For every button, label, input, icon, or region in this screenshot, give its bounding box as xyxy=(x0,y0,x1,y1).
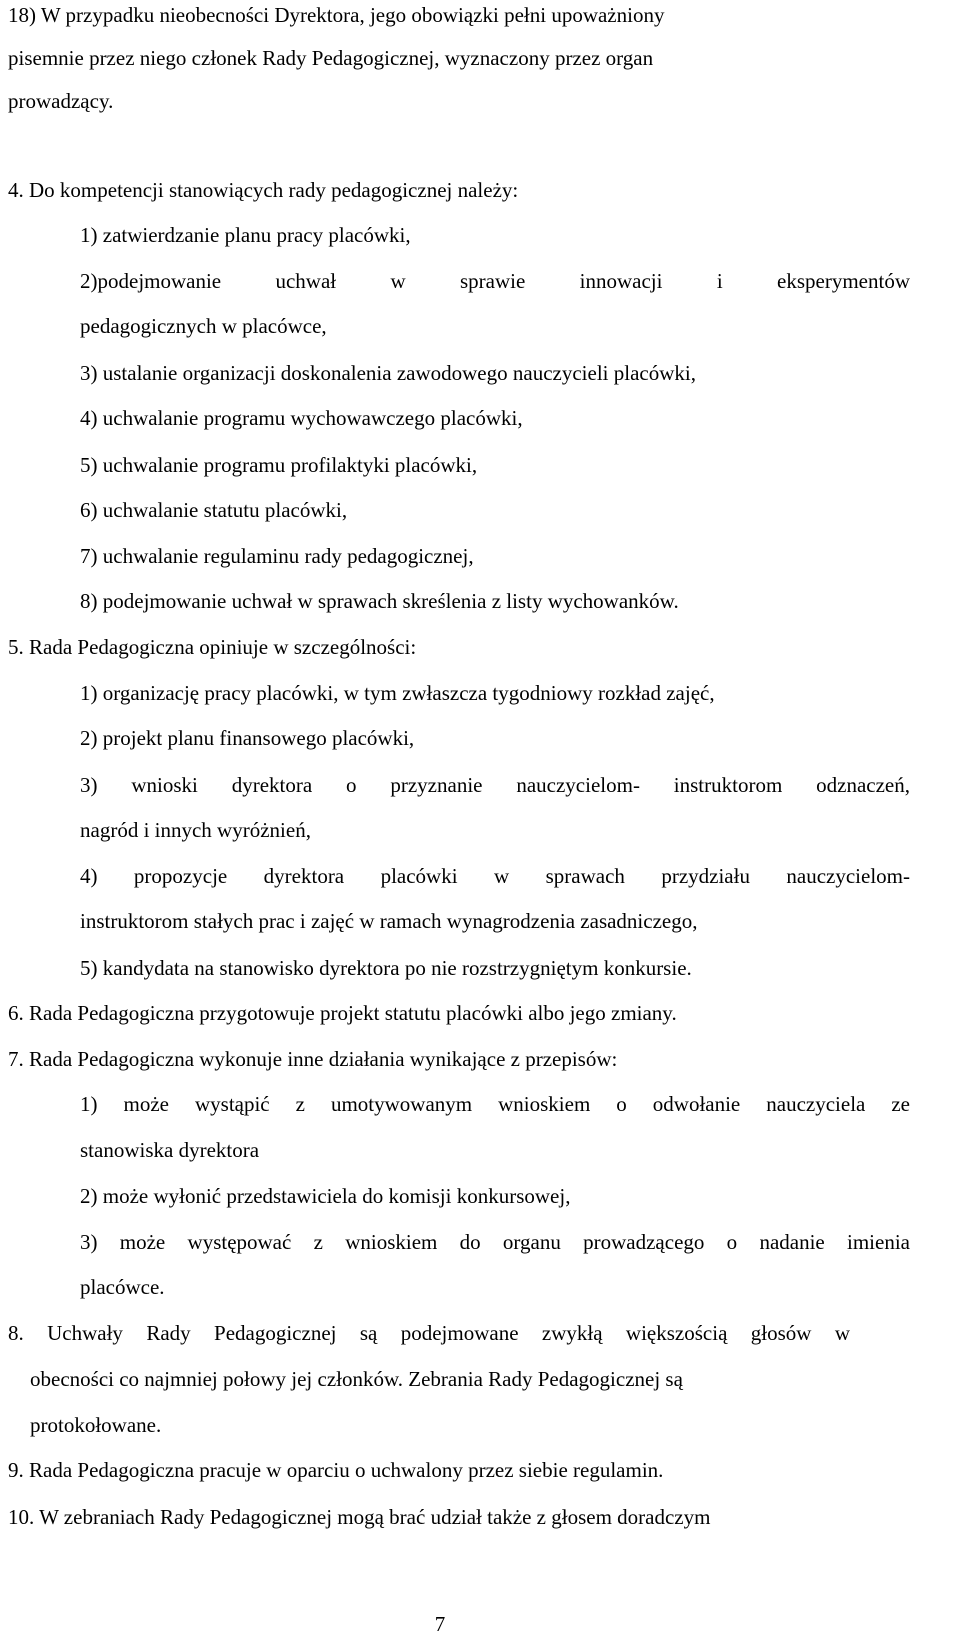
section-7-heading: 7. Rada Pedagogiczna wykonuje inne działania wynikające z przepisów: xyxy=(8,1047,618,1071)
list-item: 2) może wyłonić przedstawiciela do komisji konkursowej, xyxy=(80,1184,571,1208)
list-item: 2) projekt planu finansowego placówki, xyxy=(80,726,415,750)
section-8-continuation: protokołowane. xyxy=(30,1413,162,1437)
list-item: 3) wnioski dyrektora o przyznanie nauczycielom- instruktorom odznaczeń, xyxy=(80,773,910,797)
list-item-continuation: stanowiska dyrektora xyxy=(80,1138,260,1162)
list-item: 7) uchwalanie regulaminu rady pedagogicznej, xyxy=(80,544,474,568)
list-item-continuation: nagród i innych wyróżnień, xyxy=(80,818,311,842)
section-4-heading: 4. Do kompetencji stanowiących rady pedagogicznej należy: xyxy=(8,178,519,202)
list-item: 8) podejmowanie uchwał w sprawach skreślenia z listy wychowanków. xyxy=(80,589,679,613)
list-item: 2)podejmowanie uchwał w sprawie innowacji i eksperymentów xyxy=(80,269,910,293)
list-item: 1) organizację pracy placówki, w tym zwłaszcza tygodniowy rozkład zajęć, xyxy=(80,681,715,705)
list-item: 1) zatwierdzanie planu pracy placówki, xyxy=(80,223,411,247)
list-item: 4) uchwalanie programu wychowawczego placówki, xyxy=(80,406,523,430)
text-line: pisemnie przez niego członek Rady Pedagogicznej, wyznaczony przez organ xyxy=(8,46,654,70)
list-item: 5) kandydata na stanowisko dyrektora po nie rozstrzygniętym konkursie. xyxy=(80,956,692,980)
section-8-paragraph: 8. Uchwały Rady Pedagogicznej są podejmowane zwykłą większością głosów w xyxy=(8,1321,850,1345)
section-5-heading: 5. Rada Pedagogiczna opiniuje w szczególności: xyxy=(8,635,417,659)
section-8-continuation: obecności co najmniej połowy jej członków. Zebrania Rady Pedagogicznej są xyxy=(30,1367,683,1391)
list-item: 3) ustalanie organizacji doskonalenia zawodowego nauczycieli placówki, xyxy=(80,361,696,385)
page-number: 7 xyxy=(434,1612,446,1636)
list-item: 3) może występować z wnioskiem do organu prowadzącego o nadanie imienia xyxy=(80,1230,910,1254)
list-item: 4) propozycje dyrektora placówki w sprawach przydziału nauczycielom- xyxy=(80,864,910,888)
list-item: 5) uchwalanie programu profilaktyki placówki, xyxy=(80,453,478,477)
list-item-continuation: placówce. xyxy=(80,1275,165,1299)
section-6-paragraph: 6. Rada Pedagogiczna przygotowuje projekt statutu placówki albo jego zmiany. xyxy=(8,1001,677,1025)
section-10-paragraph: 10. W zebraniach Rady Pedagogicznej mogą brać udział także z głosem doradczym xyxy=(8,1505,711,1529)
list-item: 1) może wystąpić z umotywowanym wnioskiem o odwołanie nauczyciela ze xyxy=(80,1092,910,1116)
text-line: prowadzący. xyxy=(8,89,114,113)
list-item: 6) uchwalanie statutu placówki, xyxy=(80,498,348,522)
list-item-continuation: instruktorom stałych prac i zajęć w ramach wynagrodzenia zasadniczego, xyxy=(80,909,698,933)
section-9-paragraph: 9. Rada Pedagogiczna pracuje w oparciu o uchwalony przez siebie regulamin. xyxy=(8,1458,664,1482)
text-line: 18) W przypadku nieobecności Dyrektora, jego obowiązki pełni upoważniony xyxy=(8,3,665,27)
list-item-continuation: pedagogicznych w placówce, xyxy=(80,314,327,338)
